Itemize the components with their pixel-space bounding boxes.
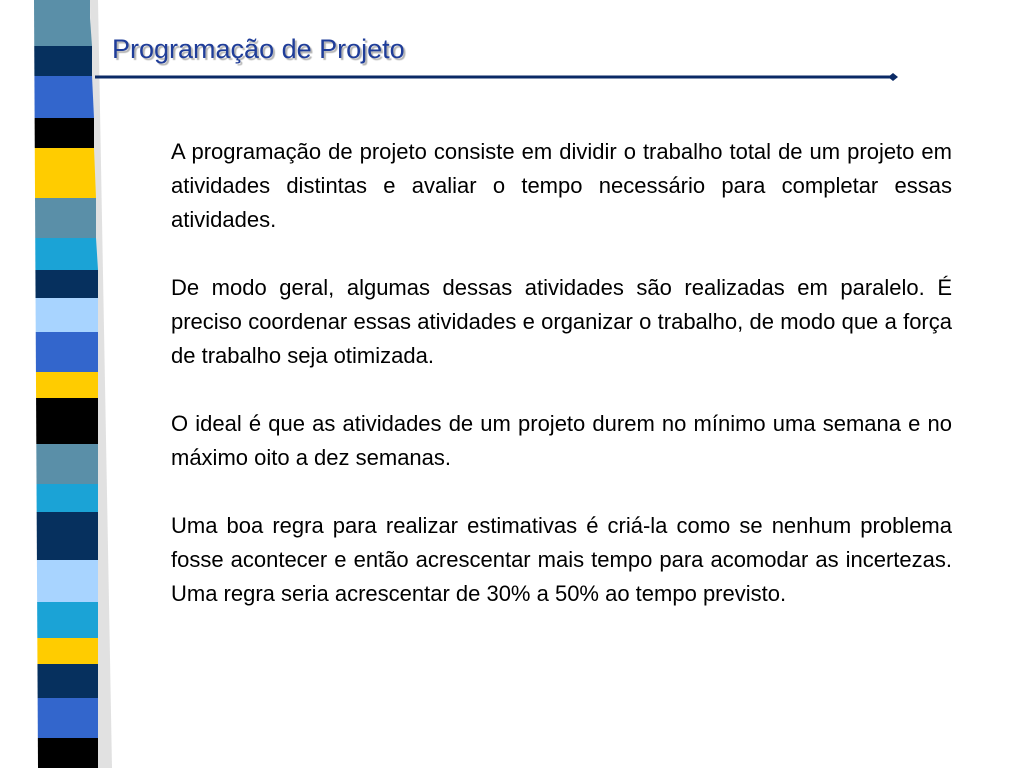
paragraph: O ideal é que as atividades de um projeto durem no mínimo uma semana e no máximo oito a dez semanas. bbox=[171, 411, 952, 470]
stripe-band bbox=[35, 270, 98, 298]
stripe-band bbox=[34, 76, 94, 118]
stripe-band bbox=[37, 484, 98, 512]
decorative-stripe-column bbox=[0, 0, 120, 768]
stripe-band bbox=[36, 398, 98, 444]
stripe-band bbox=[37, 602, 98, 638]
paragraph: Uma boa regra para realizar estimativas é criá-la como se nenhum problema fosse acontecer e então acrescentar mais tempo para acomodar as incertezas. Uma regra seria acrescentar de 30% a 50% ao tempo previsto. bbox=[171, 513, 952, 606]
stripe-band bbox=[37, 560, 98, 602]
stripe-band bbox=[36, 298, 98, 332]
stripe-band bbox=[36, 372, 98, 398]
stripe-band bbox=[35, 118, 94, 148]
stripe-band bbox=[37, 664, 98, 698]
stripe-band bbox=[38, 738, 98, 768]
stripe-band bbox=[37, 638, 98, 664]
stripe-band bbox=[36, 332, 98, 372]
stripe-band bbox=[37, 512, 98, 560]
stripe-band bbox=[36, 444, 98, 484]
stripe-band bbox=[35, 198, 96, 238]
slide-title: Programação de Projeto bbox=[112, 34, 405, 64]
slide-body bbox=[171, 135, 952, 645]
stripe-band bbox=[38, 698, 98, 738]
underline-diamond bbox=[888, 73, 898, 81]
stripe-band bbox=[34, 18, 92, 46]
stripe-band bbox=[34, 46, 92, 76]
paragraph: A programação de projeto consiste em dividir o trabalho total de um projeto em atividades distintas e avaliar o tempo necessário para completar essas atividades. bbox=[171, 139, 952, 232]
stripe-band bbox=[35, 148, 96, 198]
stripe-band bbox=[34, 0, 90, 18]
title-underline bbox=[95, 72, 905, 82]
stripe-band bbox=[35, 238, 98, 270]
paragraph: De modo geral, algumas dessas atividades são realizadas em paralelo. É preciso coordenar essas atividades e organizar o trabalho, de modo que a força de trabalho seja otimizada. bbox=[171, 275, 952, 368]
